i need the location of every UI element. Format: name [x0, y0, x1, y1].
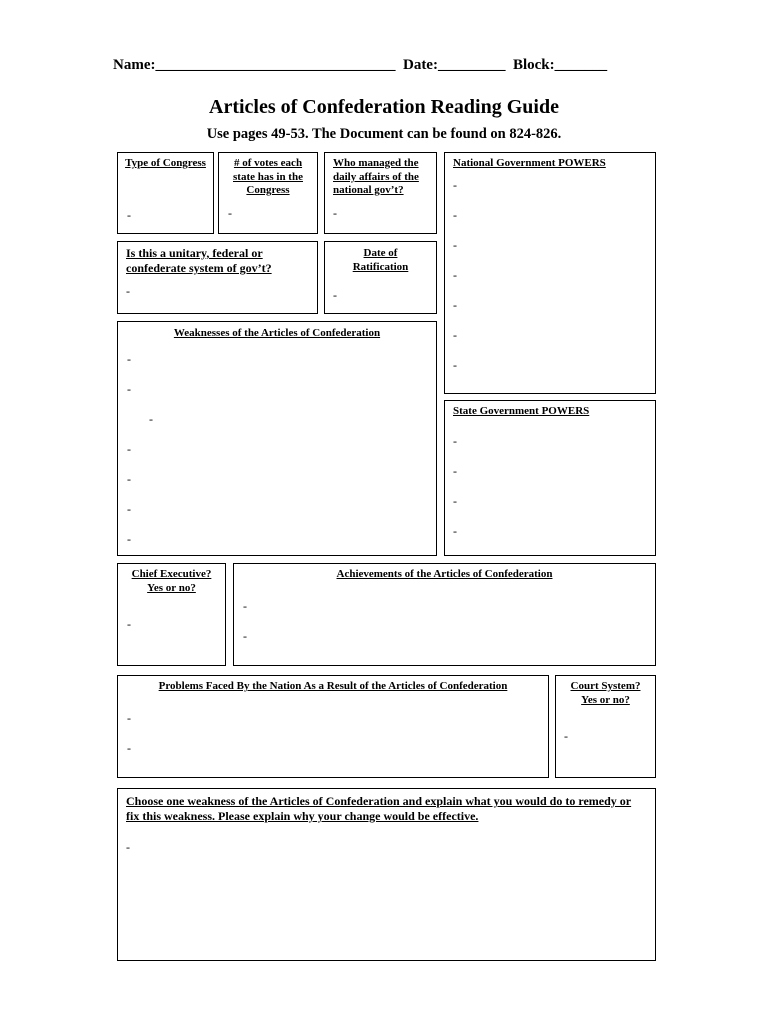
achievements-label: Achievements of the Articles of Confederation	[336, 568, 553, 580]
answer-dash: -	[127, 382, 131, 396]
answer-dash: -	[453, 238, 457, 252]
state-powers-box[interactable]	[444, 400, 656, 556]
answer-dash: -	[127, 442, 131, 456]
state-powers-label: State Government POWERS	[453, 405, 590, 417]
answer-dash: -	[149, 412, 153, 426]
answer-dash: -	[453, 298, 457, 312]
remedy-box[interactable]	[117, 788, 656, 961]
type-of-congress-box[interactable]	[117, 152, 214, 234]
name-label: Name:	[113, 57, 156, 73]
answer-dash: -	[453, 464, 457, 478]
chief-executive-box[interactable]	[117, 563, 226, 666]
remedy-prompt: Choose one weakness of the Articles of Confederation and explain what you would do to remedy or fix this weakness. Please explain why your change would be effective.	[126, 794, 632, 823]
problems-label: Problems Faced By the Nation As a Result of the Articles of Confederation	[158, 680, 508, 692]
answer-dash: -	[453, 208, 457, 222]
date-of-ratification-label: Date of Ratification	[352, 247, 409, 273]
achievements-box[interactable]	[233, 563, 656, 666]
weaknesses-box[interactable]	[117, 321, 437, 556]
answer-dash: -	[333, 288, 337, 302]
date-of-ratification-box[interactable]	[324, 241, 437, 314]
problems-box[interactable]	[117, 675, 549, 778]
answer-dash: -	[126, 840, 130, 854]
chief-executive-label: Chief Executive? Yes or no?	[131, 568, 212, 594]
daily-affairs-box[interactable]	[324, 152, 437, 234]
answer-dash: -	[127, 502, 131, 516]
answer-dash: -	[243, 629, 247, 643]
answer-dash: -	[453, 494, 457, 508]
answer-dash: -	[228, 206, 232, 220]
weaknesses-label: Weaknesses of the Articles of Confederation	[173, 327, 381, 339]
court-system-box[interactable]	[555, 675, 656, 778]
answer-dash: -	[453, 524, 457, 538]
date-label: Date:	[402, 57, 438, 73]
answer-dash: -	[564, 729, 568, 743]
court-system-label: Court System? Yes or no?	[570, 680, 641, 706]
answer-dash: -	[127, 617, 131, 631]
page-title: Articles of Confederation Reading Guide	[209, 96, 559, 118]
answer-dash: -	[333, 206, 337, 220]
daily-affairs-label: Who managed the daily affairs of the national gov’t?	[333, 157, 419, 196]
answer-dash: -	[127, 352, 131, 366]
date-blank[interactable]: _________	[437, 57, 506, 73]
votes-each-state-box[interactable]	[218, 152, 318, 234]
national-powers-box[interactable]	[444, 152, 656, 394]
national-powers-label: National Government POWERS	[453, 157, 606, 169]
answer-dash: -	[127, 711, 131, 725]
answer-dash: -	[453, 178, 457, 192]
answer-dash: -	[127, 532, 131, 546]
answer-dash: -	[453, 268, 457, 282]
answer-dash: -	[126, 284, 130, 298]
votes-each-state-label: # of votes each state has in the Congress	[233, 157, 303, 196]
answer-dash: -	[243, 599, 247, 613]
answer-dash: -	[453, 358, 457, 372]
student-info-line	[113, 57, 607, 74]
name-blank[interactable]: ________________________________	[155, 57, 396, 73]
system-of-govt-label: Is this a unitary, federal or confederate system of gov’t?	[126, 246, 272, 275]
page-subtitle: Use pages 49-53. The Document can be found on 824-826.	[206, 126, 562, 142]
answer-dash: -	[453, 434, 457, 448]
system-of-govt-box[interactable]	[117, 241, 318, 314]
block-label: Block:	[512, 57, 555, 73]
type-of-congress-label: Type of Congress	[125, 157, 206, 169]
answer-dash: -	[127, 741, 131, 755]
answer-dash: -	[127, 472, 131, 486]
block-blank[interactable]: _______	[554, 57, 608, 73]
answer-dash: -	[453, 328, 457, 342]
answer-dash: -	[127, 208, 131, 222]
